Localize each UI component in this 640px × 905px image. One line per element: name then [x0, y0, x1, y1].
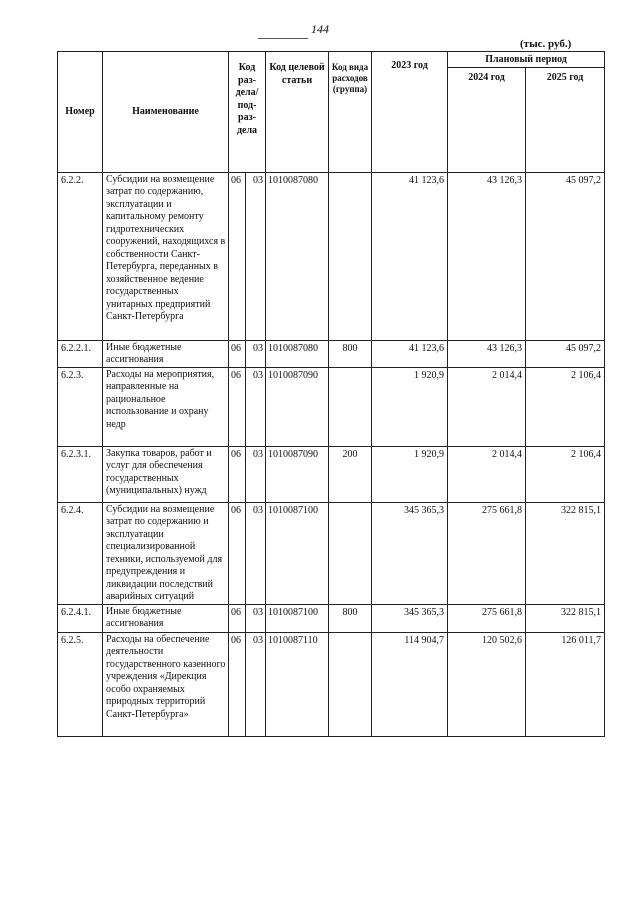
row-section: 06	[229, 604, 246, 632]
table-row	[58, 172, 605, 340]
row-amount-2024: 275 661,8	[448, 604, 526, 632]
row-subsection: 03	[246, 632, 266, 736]
row-expense-type	[329, 502, 372, 604]
row-amount-2023: 345 365,3	[372, 502, 448, 604]
row-name: Иные бюджетные ассигнования	[103, 604, 229, 632]
row-target-code: 1010087090	[266, 446, 329, 502]
row-expense-type: 800	[329, 604, 372, 632]
row-target-code: 1010087100	[266, 604, 329, 632]
table-row	[58, 367, 605, 446]
row-target-code: 1010087110	[266, 632, 329, 736]
row-target-code: 1010087080	[266, 340, 329, 367]
table-row	[58, 502, 605, 604]
row-section: 06	[229, 632, 246, 736]
row-amount-2024: 2 014,4	[448, 446, 526, 502]
row-amount-2024: 2 014,4	[448, 367, 526, 446]
row-amount-2023: 1 920,9	[372, 367, 448, 446]
row-name: Иные бюджетные ассигнования	[103, 340, 229, 367]
row-amount-2025: 45 097,2	[526, 340, 605, 367]
row-amount-2023: 41 123,6	[372, 340, 448, 367]
row-expense-type	[329, 632, 372, 736]
row-number: 6.2.5.	[58, 632, 103, 736]
table-row	[58, 632, 605, 736]
row-expense-type: 200	[329, 446, 372, 502]
row-amount-2024: 43 126,3	[448, 172, 526, 340]
row-name: Субсидии на возмещение затрат по содержанию, эксплуатации и капитальному ремонту гидротехнических сооружений, находящихся в собственности Санкт-Петербурга, переданных в хозяйственное ведение государственных унитарных предприятий Санкт-Петербурга	[103, 172, 229, 340]
table-row	[58, 446, 605, 502]
header-section-code: Код раз-дела/ под-раз-дела	[229, 52, 266, 173]
header-year-2024: 2024 год	[448, 67, 526, 172]
units-label: (тыс. руб.)	[520, 38, 572, 50]
row-target-code: 1010087090	[266, 367, 329, 446]
header-number: Номер	[58, 52, 103, 173]
row-amount-2025: 322 815,1	[526, 604, 605, 632]
header-planning-period: Плановый период	[448, 52, 605, 68]
row-subsection: 03	[246, 172, 266, 340]
row-amount-2024: 275 661,8	[448, 502, 526, 604]
row-amount-2025: 2 106,4	[526, 446, 605, 502]
row-expense-type: 800	[329, 340, 372, 367]
row-amount-2023: 41 123,6	[372, 172, 448, 340]
header-target-code: Код целевой статьи	[266, 52, 329, 173]
row-name: Закупка товаров, работ и услуг для обеспечения государственных (муниципальных) нужд	[103, 446, 229, 502]
row-subsection: 03	[246, 367, 266, 446]
header-year-2023: 2023 год	[372, 52, 448, 173]
row-amount-2023: 345 365,3	[372, 604, 448, 632]
row-subsection: 03	[246, 604, 266, 632]
row-expense-type	[329, 172, 372, 340]
header-name: Наименование	[103, 52, 229, 173]
row-amount-2024: 43 126,3	[448, 340, 526, 367]
row-amount-2025: 45 097,2	[526, 172, 605, 340]
row-amount-2025: 126 011,7	[526, 632, 605, 736]
row-amount-2025: 322 815,1	[526, 502, 605, 604]
row-name: Субсидии на возмещение затрат по содержанию и эксплуатации специализированной техники, используемой для предупреждения и ликвидации последствий аварийных ситуаций	[103, 502, 229, 604]
row-target-code: 1010087100	[266, 502, 329, 604]
row-section: 06	[229, 502, 246, 604]
row-amount-2025: 2 106,4	[526, 367, 605, 446]
row-name: Расходы на мероприятия, направленные на рациональное использование и охрану недр	[103, 367, 229, 446]
row-number: 6.2.2.	[58, 172, 103, 340]
row-number: 6.2.3.	[58, 367, 103, 446]
table-row	[58, 604, 605, 632]
row-expense-type	[329, 367, 372, 446]
row-number: 6.2.4.	[58, 502, 103, 604]
table-row	[58, 340, 605, 367]
row-number: 6.2.3.1.	[58, 446, 103, 502]
row-section: 06	[229, 446, 246, 502]
row-subsection: 03	[246, 446, 266, 502]
row-name: Расходы на обеспечение деятельности государственного казенного учреждения «Дирекция особо охраняемых природных территорий Санкт-Петербурга»	[103, 632, 229, 736]
row-subsection: 03	[246, 340, 266, 367]
row-number: 6.2.4.1.	[58, 604, 103, 632]
row-target-code: 1010087080	[266, 172, 329, 340]
row-section: 06	[229, 340, 246, 367]
row-number: 6.2.2.1.	[58, 340, 103, 367]
row-section: 06	[229, 172, 246, 340]
header-expense-type: Код вида расходов (группа)	[329, 52, 372, 173]
row-subsection: 03	[246, 502, 266, 604]
top-rule	[258, 38, 308, 39]
budget-table	[57, 51, 605, 737]
page-number: 144	[311, 22, 329, 36]
header-year-2025: 2025 год	[526, 67, 605, 172]
row-section: 06	[229, 367, 246, 446]
row-amount-2024: 120 502,6	[448, 632, 526, 736]
row-amount-2023: 1 920,9	[372, 446, 448, 502]
row-amount-2023: 114 904,7	[372, 632, 448, 736]
